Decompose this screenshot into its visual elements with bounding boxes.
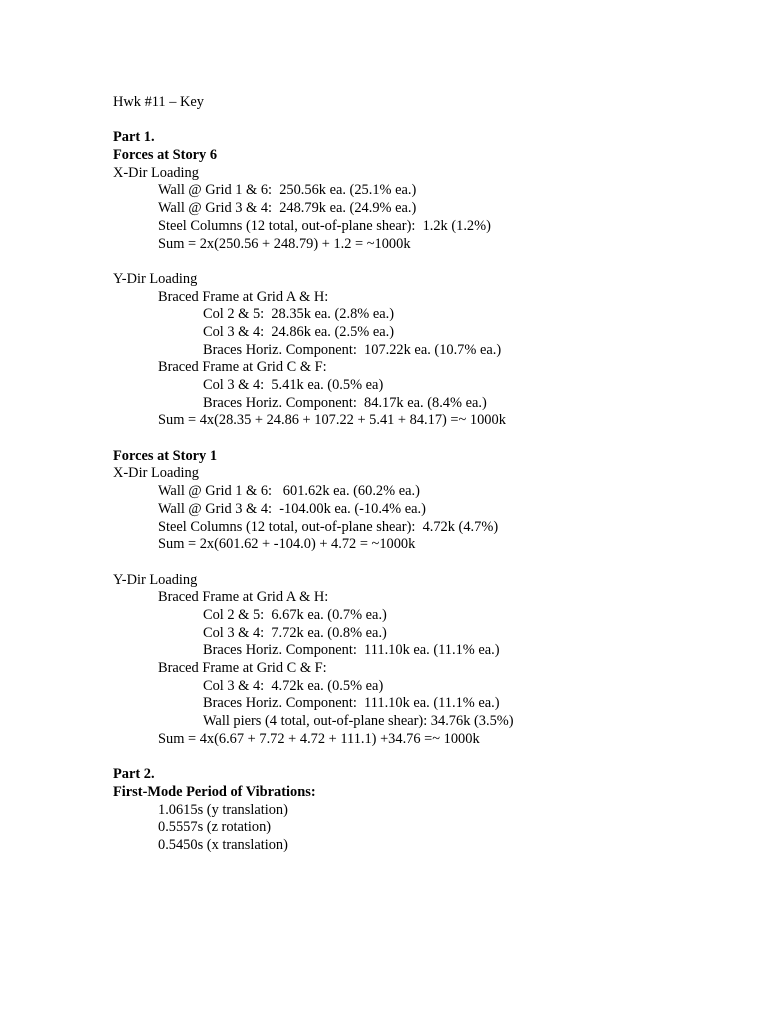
- period-item: 0.5450s (x translation): [158, 836, 288, 853]
- story1-ydir-frame-ah-col34: Col 3 & 4: 7.72k ea. (0.8% ea.): [203, 624, 387, 641]
- story1-ydir-frame-ah: Braced Frame at Grid A & H:: [158, 589, 329, 606]
- story1-xdir-steel-columns: Steel Columns (12 total, out-of-plane shear): 4.72k (4.7%): [158, 518, 499, 535]
- story1-ydir-frame-ah-braces: Braces Horiz. Component: 111.10k ea. (11.1% ea.): [203, 642, 500, 659]
- story6-ydir-frame-cf-braces: Braces Horiz. Component: 84.17k ea. (8.4% ea.): [203, 394, 487, 411]
- story1-xdir-sum: Sum = 2x(601.62 + -104.0) + 4.72 = ~1000k: [158, 536, 416, 553]
- story1-xdir-wall-1-6: Wall @ Grid 1 & 6: 601.62k ea. (60.2% ea.): [158, 483, 420, 500]
- story6-ydir-sum: Sum = 4x(28.35 + 24.86 + 107.22 + 5.41 + 84.17) =~ 1000k: [158, 412, 506, 429]
- story1-ydir-frame-cf-braces: Braces Horiz. Component: 111.10k ea. (11.1% ea.): [203, 695, 500, 712]
- story1-ydir-frame-cf-col34: Col 3 & 4: 4.72k ea. (0.5% ea): [203, 677, 384, 694]
- part2-heading: Part 2.: [113, 766, 155, 783]
- story1-ydir-frame-cf: Braced Frame at Grid C & F:: [158, 660, 327, 676]
- story6-ydir-frame-ah-braces: Braces Horiz. Component: 107.22k ea. (10.7% ea.): [203, 341, 502, 358]
- story1-ydir-frame-cf-piers: Wall piers (4 total, out-of-plane shear): 34.76k (3.5%): [203, 713, 514, 730]
- story1-ydir-heading: Y-Dir Loading: [113, 571, 198, 588]
- document-title: Hwk #11 – Key: [113, 94, 204, 110]
- story6-xdir-heading: X-Dir Loading: [113, 164, 199, 181]
- spacer: [113, 554, 753, 572]
- story6-xdir-wall-1-6: Wall @ Grid 1 & 6: 250.56k ea. (25.1% ea.): [158, 182, 417, 199]
- story6-ydir-frame-ah-col25: Col 2 & 5: 28.35k ea. (2.8% ea.): [203, 306, 395, 323]
- spacer: [113, 112, 753, 130]
- spacer: [113, 430, 753, 448]
- spacer: [113, 253, 753, 271]
- story6-ydir-frame-cf: Braced Frame at Grid C & F:: [158, 359, 327, 376]
- part2-subheading: First-Mode Period of Vibrations:: [113, 783, 316, 800]
- story6-ydir-heading: Y-Dir Loading: [113, 270, 198, 287]
- story6-xdir-sum: Sum = 2x(250.56 + 248.79) + 1.2 = ~1000k: [158, 235, 411, 252]
- story1-heading: Forces at Story 1: [113, 447, 218, 464]
- story6-xdir-steel-columns: Steel Columns (12 total, out-of-plane shear): 1.2k (1.2%): [158, 217, 491, 234]
- story6-xdir-wall-3-4: Wall @ Grid 3 & 4: 248.79k ea. (24.9% ea.): [158, 200, 417, 217]
- story1-xdir-wall-3-4: Wall @ Grid 3 & 4: -104.00k ea. (-10.4% ea.): [158, 500, 426, 517]
- story1-ydir-frame-ah-col25: Col 2 & 5: 6.67k ea. (0.7% ea.): [203, 606, 387, 623]
- period-item: 1.0615s (y translation): [158, 801, 288, 818]
- part1-heading: Part 1.: [113, 129, 155, 146]
- story1-ydir-sum: Sum = 4x(6.67 + 7.72 + 4.72 + 111.1) +34.76 =~ 1000k: [158, 730, 480, 747]
- spacer: [113, 748, 753, 766]
- story1-xdir-heading: X-Dir Loading: [113, 465, 199, 482]
- story6-ydir-frame-ah: Braced Frame at Grid A & H:: [158, 288, 329, 305]
- story6-ydir-frame-cf-col34: Col 3 & 4: 5.41k ea. (0.5% ea): [203, 377, 384, 393]
- story6-ydir-frame-ah-col34: Col 3 & 4: 24.86k ea. (2.5% ea.): [203, 323, 395, 340]
- story6-heading: Forces at Story 6: [113, 147, 218, 164]
- document-page: [113, 94, 753, 855]
- period-item: 0.5557s (z rotation): [158, 819, 272, 836]
